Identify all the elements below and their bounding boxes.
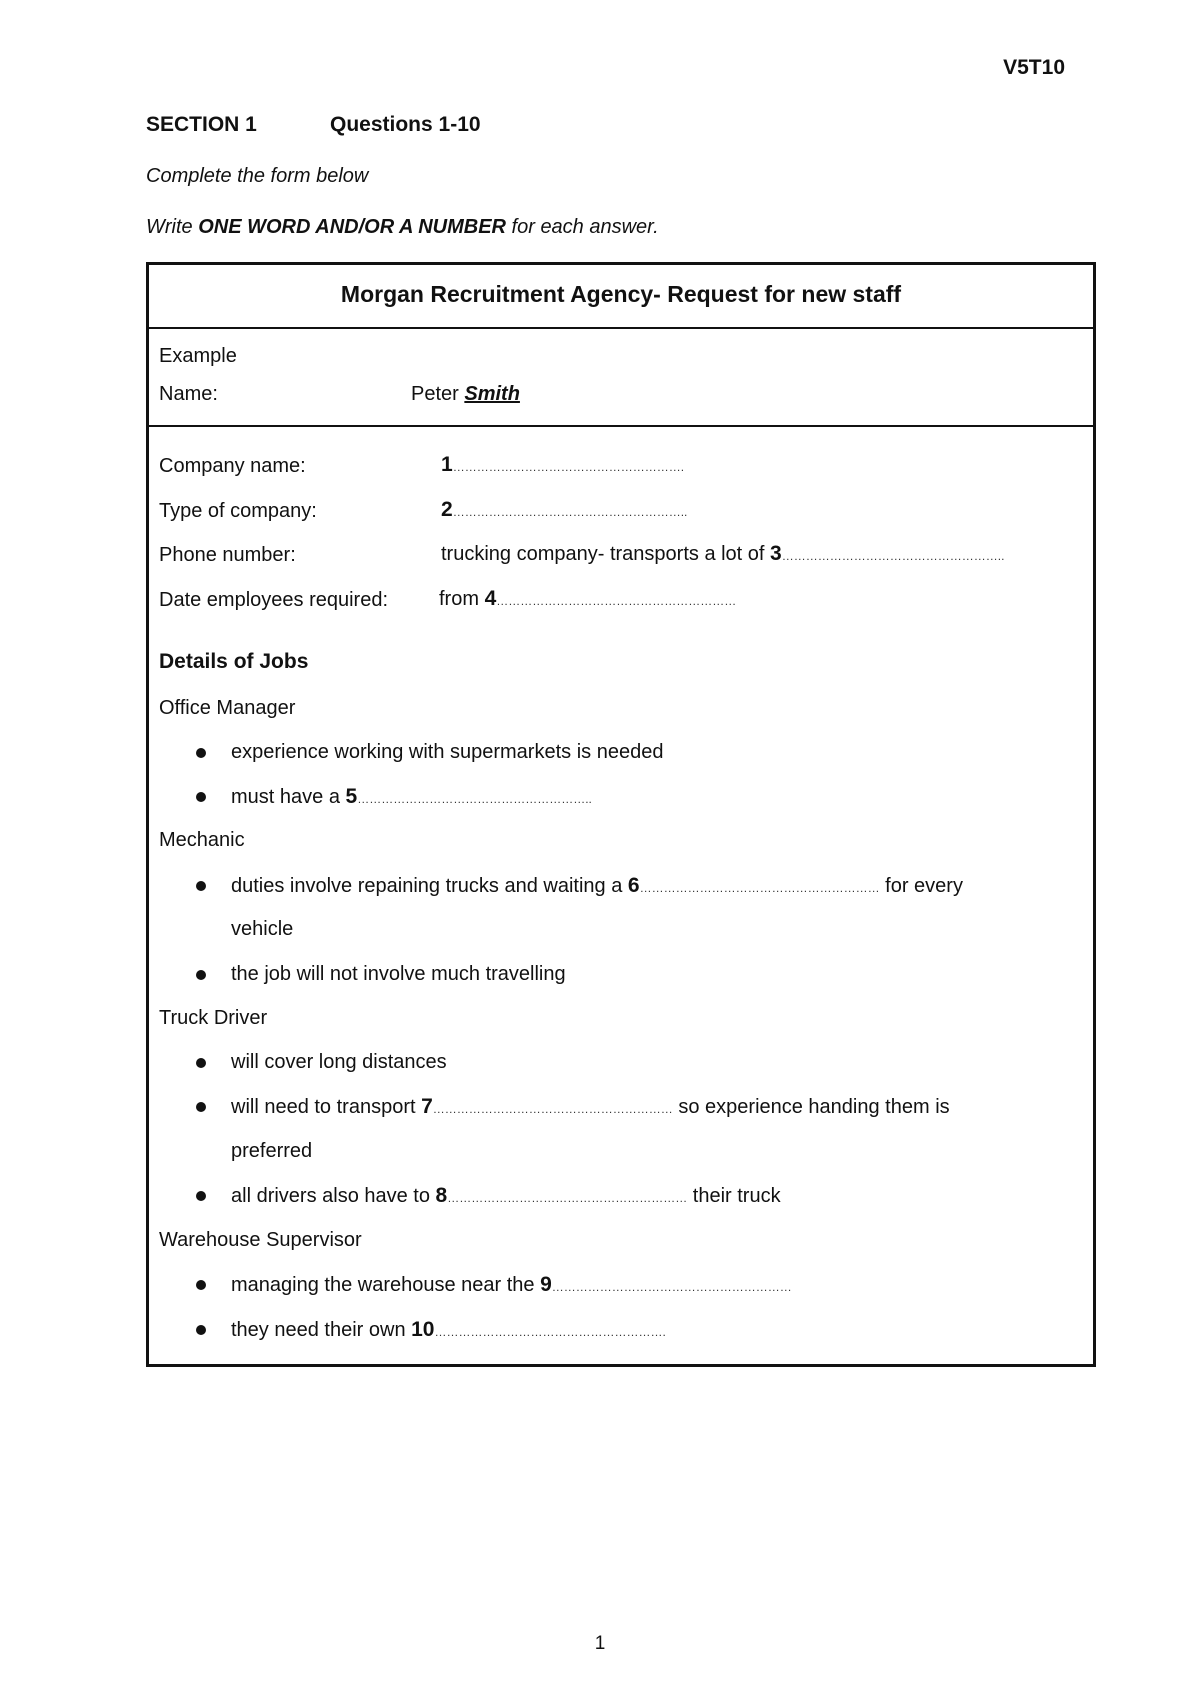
mechanic-bullet-2: the job will not involve much travelling bbox=[231, 963, 566, 985]
divider bbox=[149, 327, 1093, 329]
form-title: Morgan Recruitment Agency- Request for new staff bbox=[340, 281, 902, 307]
divider bbox=[149, 425, 1093, 427]
section-heading: SECTION 1 bbox=[146, 113, 257, 136]
recruitment-form bbox=[146, 262, 1096, 1367]
answer-1[interactable]: 1…………………………………………………. bbox=[441, 453, 685, 476]
answer-7[interactable]: will need to transport 7…………………………………………………… so experience handing them is bbox=[231, 1095, 950, 1118]
answer-5[interactable]: must have a 5………………………………………………….. bbox=[231, 785, 592, 808]
answer-10[interactable]: they need their own 10…………………………………………………. bbox=[231, 1318, 666, 1341]
bullet-icon bbox=[196, 970, 206, 980]
answer-6[interactable]: duties involve repaining trucks and waiting a 6…………………………………………………… for every bbox=[231, 874, 963, 897]
truck-driver-bullet-1: will cover long distances bbox=[231, 1051, 447, 1073]
example-label: Example bbox=[159, 345, 237, 367]
bullet-icon bbox=[196, 1102, 206, 1112]
page-number: 1 bbox=[594, 1633, 606, 1654]
office-manager-bullet-1: experience working with supermarkets is needed bbox=[231, 741, 664, 763]
job-title-truck-driver: Truck Driver bbox=[159, 1007, 268, 1029]
answer-9[interactable]: managing the warehouse near the 9…………………………………………………… bbox=[231, 1273, 792, 1296]
bullet-icon bbox=[196, 1058, 206, 1068]
mechanic-bullet-1-continued: vehicle bbox=[231, 918, 294, 940]
instruction-line-1: Complete the form below bbox=[146, 165, 369, 187]
answer-2[interactable]: 2………………………………………………….. bbox=[441, 498, 688, 521]
answer-8[interactable]: all drivers also have to 8…………………………………………………… their truck bbox=[231, 1184, 781, 1207]
bullet-icon bbox=[196, 1280, 206, 1290]
truck-driver-bullet-2-continued: preferred bbox=[231, 1140, 313, 1162]
job-title-mechanic: Mechanic bbox=[159, 829, 245, 851]
instruction-line-2: Write ONE WORD AND/OR A NUMBER for each answer. bbox=[146, 216, 659, 238]
bullet-icon bbox=[196, 1191, 206, 1201]
company-type-label: Type of company: bbox=[159, 500, 317, 522]
bullet-icon bbox=[196, 748, 206, 758]
job-title-office-manager: Office Manager bbox=[159, 697, 296, 719]
answer-3[interactable]: trucking company- transports a lot of 3……………………………………………….. bbox=[441, 542, 1005, 565]
name-value: Peter Smith bbox=[411, 383, 520, 405]
bullet-icon bbox=[196, 1325, 206, 1335]
details-heading: Details of Jobs bbox=[159, 650, 309, 673]
phone-number-label: Phone number: bbox=[159, 544, 296, 566]
bullet-icon bbox=[196, 881, 206, 891]
bullet-icon bbox=[196, 792, 206, 802]
name-label: Name: bbox=[159, 383, 218, 405]
answer-4[interactable]: from 4…………………………………………………… bbox=[439, 587, 737, 610]
job-title-warehouse-supervisor: Warehouse Supervisor bbox=[159, 1229, 362, 1251]
questions-range: Questions 1-10 bbox=[330, 113, 481, 136]
company-name-label: Company name: bbox=[159, 455, 306, 477]
date-required-label: Date employees required: bbox=[159, 589, 389, 611]
document-code: V5T10 bbox=[1003, 56, 1065, 79]
